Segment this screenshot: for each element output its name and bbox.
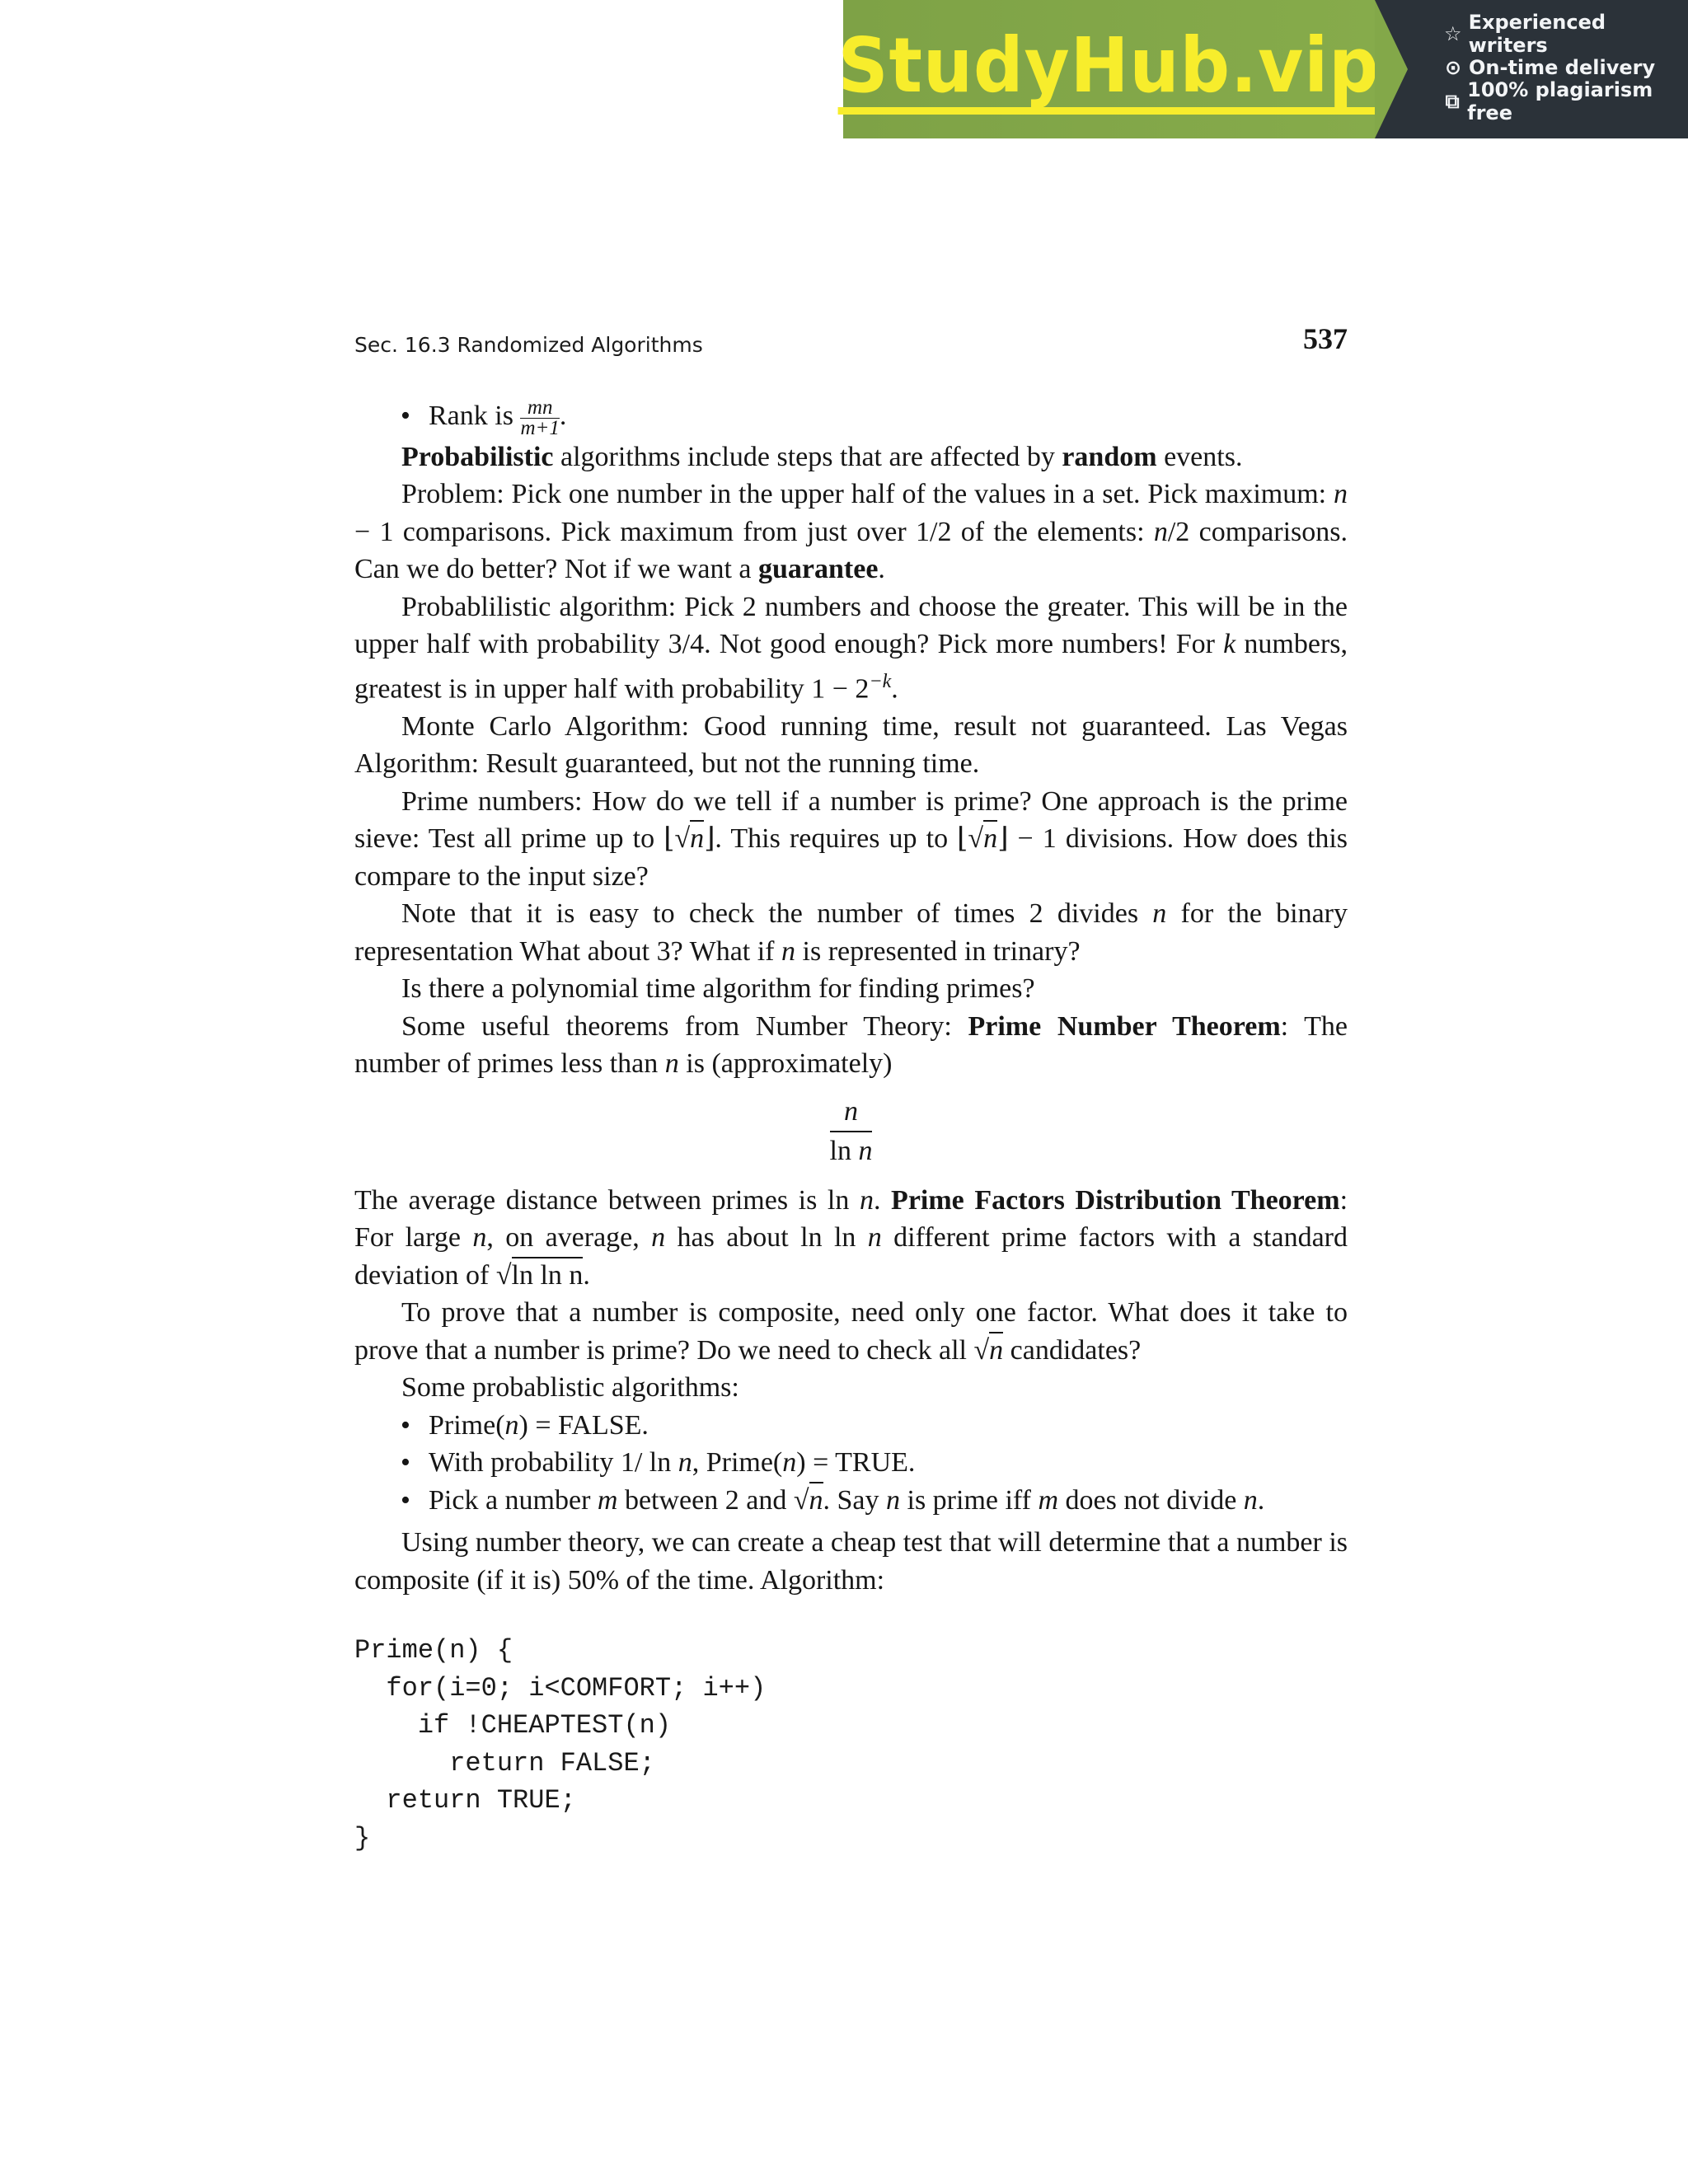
- star-outline-icon: ☆: [1444, 21, 1462, 45]
- feature-item: [1442, 10, 1688, 57]
- page-body: [354, 397, 1348, 1857]
- ad-banner[interactable]: [837, 0, 1688, 138]
- code-block: [354, 1632, 1348, 1857]
- copy-icon: ⧉: [1445, 89, 1460, 113]
- display-equation: $\frac{n}{\text{ln n}}$: [354, 1093, 1348, 1170]
- paragraph-probabilistic-algorithm: Probablilistic algorithm: Pick 2 numbers and choose the greater. This will be in the upper half with probability 3/4. Not good enough? Pick more numbers! For k numbers, greatest is in upper half with probability $1 - 2^{-k}$.: [354, 591, 1348, 705]
- brand-logo: StudyHub.vip: [838, 25, 1380, 115]
- brand-panel: [837, 0, 1381, 138]
- bullet-rank: • Rank is $\frac{mn}{m+1}$ .: [401, 396, 567, 439]
- paragraph-some-algorithms: Some probablistic algorithms:: [401, 1372, 739, 1404]
- section-title: Sec. 16.3 Randomized Algorithms: [354, 333, 703, 357]
- code-line: return FALSE;: [354, 1747, 655, 1779]
- feature-label: 100% plagiarism free: [1467, 77, 1653, 124]
- list-item: • Prime(n) = FALSE.: [354, 1407, 1348, 1445]
- page-number: 537: [1303, 322, 1348, 355]
- feature-label: Experienced writers: [1468, 10, 1606, 57]
- paragraph-problem: Problem: Pick one number in the upper half of the values in a set. Pick maximum: n − 1 comparisons. Pick maximum from just over 1/2 of the elements: n/2 comparisons. Can we do better? Not if we want a guarantee.: [354, 479, 1348, 585]
- paragraph-average-distance: The average distance between primes is ln n. Prime Factors Distribution Theorem: For large n, on average, n has about ln ln n different prime factors with a standard deviation of √ln ln n.: [354, 1184, 1348, 1291]
- paragraph-prime-numbers: Prime numbers: How do we tell if a number is prime? One approach is the prime sieve: Test all prime up to ⌊√n⌋. This requires up to ⌊√n⌋ − 1 divisions. How does this compare to the input size?: [354, 785, 1348, 892]
- code-line: Prime(n) {: [354, 1635, 513, 1666]
- rank-fraction: $\frac{mn}{m+1}$: [520, 396, 560, 439]
- paragraph-probabilistic: Probabilistic algorithms include steps that are affected by random events.: [401, 441, 1243, 472]
- code-line: for(i=0; i<COMFORT; i++): [354, 1672, 767, 1704]
- paragraph-theorems: Some useful theorems from Number Theory: Prime Number Theorem: The number of primes less than n is (approximately): [354, 1010, 1348, 1080]
- feature-list: [1375, 0, 1688, 138]
- code-line: }: [354, 1822, 371, 1854]
- feature-item: [1442, 77, 1688, 124]
- feature-label: On-time delivery: [1469, 55, 1656, 79]
- bullet-icon: •: [401, 1447, 410, 1479]
- paragraph-note: Note that it is easy to check the number of times 2 divides n for the binary representation What about 3? What if n is represented in trinary?: [354, 898, 1348, 967]
- bullet-icon: •: [401, 1409, 410, 1441]
- paragraph-monte-carlo: Monte Carlo Algorithm: Good running time, result not guaranteed. Las Vegas Algorithm: Result guaranteed, but not the running time.: [354, 710, 1348, 780]
- code-line: return TRUE;: [354, 1785, 576, 1816]
- bullet-icon: •: [401, 401, 410, 431]
- running-head: [354, 321, 1348, 357]
- code-line: if !CHEAPTEST(n): [354, 1710, 672, 1741]
- paragraph-using-number-theory: Using number theory, we can create a cheap test that will determine that a number is composite (if it is) 50% of the time. Algorithm:: [354, 1527, 1348, 1596]
- clock-icon: ⊙: [1444, 55, 1462, 79]
- bullet-icon: •: [401, 1484, 410, 1516]
- list-item: • Pick a number m between 2 and √n. Say n is prime iff m does not divide n.: [354, 1482, 1348, 1520]
- paragraph-composite: To prove that a number is composite, need only one factor. What does it take to prove that a number is prime? Do we need to check all √n candidates?: [354, 1297, 1348, 1366]
- list-item: • With probability 1/ ln n, Prime(n) = TRUE.: [354, 1444, 1348, 1482]
- paragraph-polynomial: Is there a polynomial time algorithm for finding primes?: [401, 973, 1035, 1005]
